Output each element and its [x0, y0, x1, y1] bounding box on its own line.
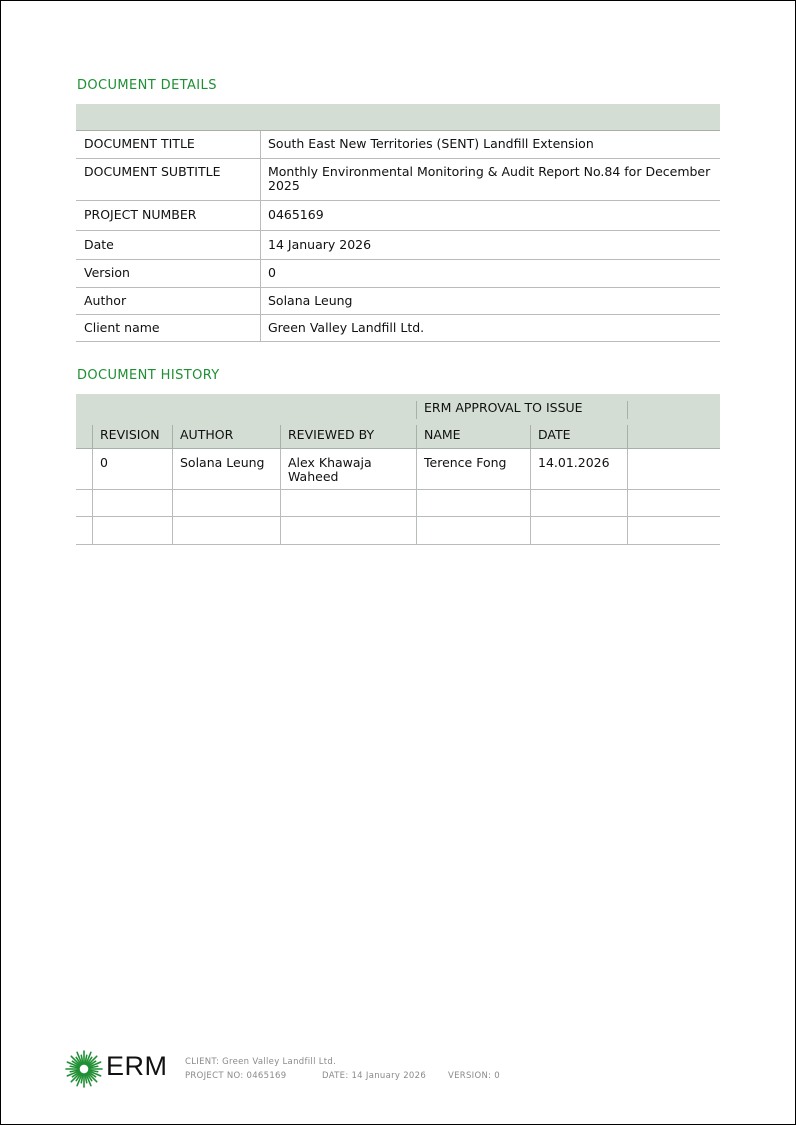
footer-project-number: PROJECT NO: 0465169	[185, 1071, 287, 1081]
table-row	[76, 517, 720, 545]
column-header-reviewed-by: REVIEWED BY	[288, 427, 375, 442]
column-header-date: DATE	[538, 427, 571, 442]
divider	[416, 425, 417, 448]
detail-label: Client name	[76, 315, 261, 341]
footer-client: CLIENT: Green Valley Landfill Ltd.	[185, 1057, 337, 1067]
divider	[280, 425, 281, 448]
table-row	[76, 231, 720, 260]
name-cell: Terence Fong	[424, 455, 507, 470]
divider	[530, 425, 531, 448]
footer-date: DATE: 14 January 2026	[322, 1071, 427, 1081]
detail-value: Solana Leung	[268, 293, 353, 308]
author-cell: Solana Leung	[180, 455, 265, 470]
divider	[92, 425, 93, 448]
column-header-author: AUTHOR	[180, 427, 234, 442]
table-row	[76, 449, 720, 490]
detail-value: 14 January 2026	[268, 237, 372, 252]
document-history-table	[76, 394, 720, 545]
detail-label: Author	[76, 288, 261, 314]
detail-value: Green Valley Landfill Ltd.	[268, 320, 425, 335]
detail-label: DOCUMENT TITLE	[76, 131, 261, 158]
detail-label: Date	[76, 231, 261, 259]
date-cell: 14.01.2026	[538, 455, 610, 470]
column-header-revision: REVISION	[100, 427, 160, 442]
erm-logo-icon	[64, 1049, 104, 1089]
approval-group-header: ERM APPROVAL TO ISSUE	[424, 400, 583, 415]
divider	[627, 401, 628, 419]
divider	[172, 425, 173, 448]
table-row	[76, 260, 720, 288]
table-row	[76, 288, 720, 315]
table-row	[76, 201, 720, 231]
table-row	[76, 490, 720, 517]
reviewed-by-cell: Alex Khawaja Waheed	[288, 455, 372, 484]
detail-label: Version	[76, 260, 261, 287]
erm-logo-text: ERM	[106, 1051, 168, 1081]
detail-label: DOCUMENT SUBTITLE	[76, 159, 261, 200]
history-heading: DOCUMENT HISTORY	[77, 368, 220, 383]
footer-version: VERSION: 0	[448, 1071, 501, 1081]
detail-value: South East New Territories (SENT) Landfill Extension	[268, 136, 594, 151]
detail-value: Monthly Environmental Monitoring & Audit Report No.84 for December 2025	[268, 164, 711, 193]
details-heading: DOCUMENT DETAILS	[77, 78, 217, 93]
document-details-table	[76, 104, 720, 342]
detail-value: 0465169	[268, 207, 324, 222]
details-header-band	[76, 104, 720, 131]
table-row	[76, 159, 720, 201]
divider	[416, 401, 417, 419]
column-header-name: NAME	[424, 427, 461, 442]
revision-cell: 0	[100, 455, 108, 470]
table-row	[76, 315, 720, 342]
divider	[627, 425, 628, 448]
history-header	[76, 394, 720, 449]
detail-value: 0	[268, 265, 276, 280]
detail-label: PROJECT NUMBER	[76, 201, 261, 230]
table-row	[76, 131, 720, 159]
